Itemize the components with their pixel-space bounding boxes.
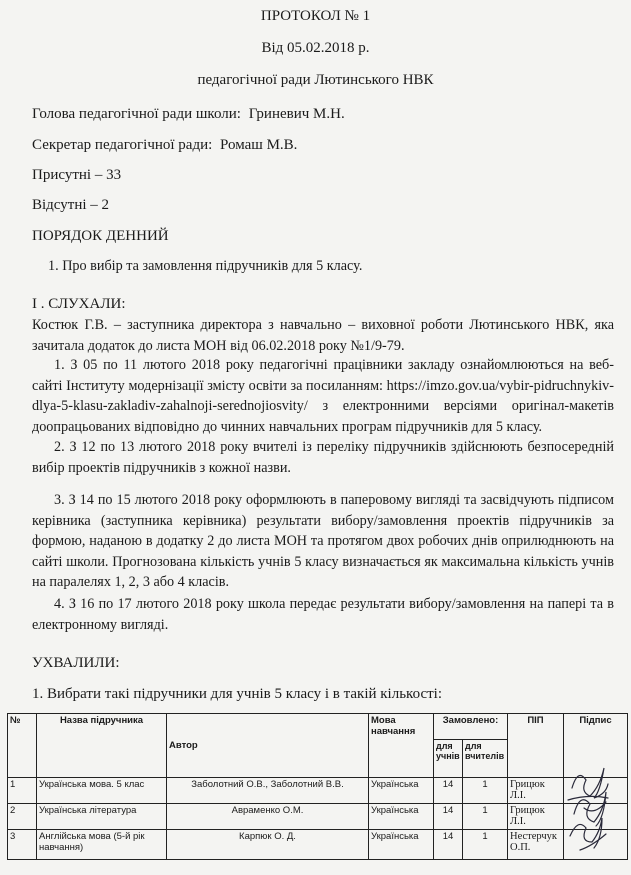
secretary-line bbox=[32, 137, 297, 154]
row-author: Авраменко О.М. bbox=[167, 804, 369, 830]
row-pib: Нестерчук О.П. bbox=[508, 830, 564, 860]
heard-point-2: 2. З 12 по 13 лютого 2018 року вчителі із переліку підручників здійснюють безпосередній вибір проектів підручників з кожної назви. bbox=[32, 439, 614, 476]
chair-line bbox=[32, 106, 345, 123]
secretary-label: Секретар педагогічної ради: bbox=[32, 137, 213, 153]
row-students: 14 bbox=[434, 804, 463, 830]
row-pib: Грицюк Л.І. bbox=[508, 778, 564, 804]
heard-intro: Костюк Г.В. – заступника директора з навчально – виховної роботи Лютинського НВК, яка зачитала додаток до листа МОН від 06.02.2018 року №1/9-79. bbox=[32, 317, 614, 354]
row-title: Українська мова. 5 клас bbox=[37, 778, 167, 804]
header-language: Мова навчання bbox=[369, 714, 434, 778]
agenda-title: ПОРЯДОК ДЕННИЙ bbox=[32, 228, 169, 244]
row-language: Українська bbox=[369, 804, 434, 830]
document-title: ПРОТОКОЛ № 1 bbox=[260, 8, 371, 24]
row-teachers: 1 bbox=[463, 830, 508, 860]
row-signature bbox=[564, 778, 628, 804]
chair-name: Гриневич М.Н. bbox=[248, 106, 345, 122]
table-row bbox=[8, 804, 628, 830]
row-signature bbox=[564, 830, 628, 860]
table-header-row bbox=[8, 714, 628, 740]
row-language: Українська bbox=[369, 778, 434, 804]
present-count: Присутні – 33 bbox=[32, 167, 122, 183]
row-num: 1 bbox=[8, 778, 37, 804]
resolved-title: УХВАЛИЛИ: bbox=[32, 655, 120, 671]
secretary-name: Ромаш М.В. bbox=[220, 137, 298, 153]
document-body: педагогічної ради Лютинського НВК bbox=[197, 72, 434, 88]
row-author: Заболотний О.В., Заболотний В.В. bbox=[167, 778, 369, 804]
agenda-item: 1. Про вибір та замовлення підручників для 5 класу. bbox=[48, 258, 363, 274]
row-author: Карпюк О. Д. bbox=[167, 830, 369, 860]
document-date: Від 05.02.2018 р. bbox=[261, 40, 370, 56]
table-row bbox=[8, 830, 628, 860]
row-num: 2 bbox=[8, 804, 37, 830]
heard-point-4: 4. З 16 по 17 лютого 2018 року школа передає результати вибору/замовлення на папері та в електронному вигляді. bbox=[32, 596, 614, 633]
row-teachers: 1 bbox=[463, 804, 508, 830]
row-num: 3 bbox=[8, 830, 37, 860]
row-title: Англійська мова (5-й рік навчання) bbox=[37, 830, 167, 860]
chair-label: Голова педагогічної ради школи: bbox=[32, 106, 241, 122]
heard-title: І . СЛУХАЛИ: bbox=[32, 296, 126, 312]
row-teachers: 1 bbox=[463, 778, 508, 804]
row-students: 14 bbox=[434, 778, 463, 804]
header-num: № bbox=[8, 714, 37, 778]
row-signature bbox=[564, 804, 628, 830]
heard-point-3: 3. З 14 по 15 лютого 2018 року оформлюють в паперовому вигляді та засвідчують підписом керівника (заступника керівника) результати вибору/замовлення проектів підручників за формою, наданою в додатку 2 до листа МОН та протягом двох робочих днів оприлюднюють на сайті школи. Прогнозована кількість учнів 5 класу визначається як максимальна кількість учнів на паралелях 1, 2, 3 або 4 класів. bbox=[32, 492, 614, 590]
row-language: Українська bbox=[369, 830, 434, 860]
row-students: 14 bbox=[434, 830, 463, 860]
heard-point-1: 1. З 05 по 11 лютого 2018 року педагогічні працівники закладу ознайомлюються на веб-сайті Інституту модернізації змісту освіти за посиланням: https://imzo.gov.ua/vybir-pidruchnykiv-dlya-5-klasu-zakladiv-zahalnoji-serednojiosvity/ з електронними версіями оригінал-макетів доопрацьованих відповідно до чинних навчальних програм підручників для 5 класу. bbox=[32, 357, 614, 435]
header-title: Назва підручника bbox=[37, 714, 167, 778]
row-title: Українська література bbox=[37, 804, 167, 830]
absent-count: Відсутні – 2 bbox=[32, 197, 110, 213]
row-pib: Грицюк Л.І. bbox=[508, 804, 564, 830]
textbook-table bbox=[7, 713, 628, 860]
table-row bbox=[8, 778, 628, 804]
header-author: Автор bbox=[167, 714, 369, 778]
header-pib: ПІП bbox=[508, 714, 564, 778]
header-signature: Підпис bbox=[564, 714, 628, 778]
resolved-item: 1. Вибрати такі підручники для учнів 5 класу і в такій кількості: bbox=[32, 686, 442, 702]
header-ordered: Замовлено: bbox=[434, 714, 508, 740]
header-students: для учнів bbox=[434, 740, 463, 778]
header-teachers: для вчителів bbox=[463, 740, 508, 778]
